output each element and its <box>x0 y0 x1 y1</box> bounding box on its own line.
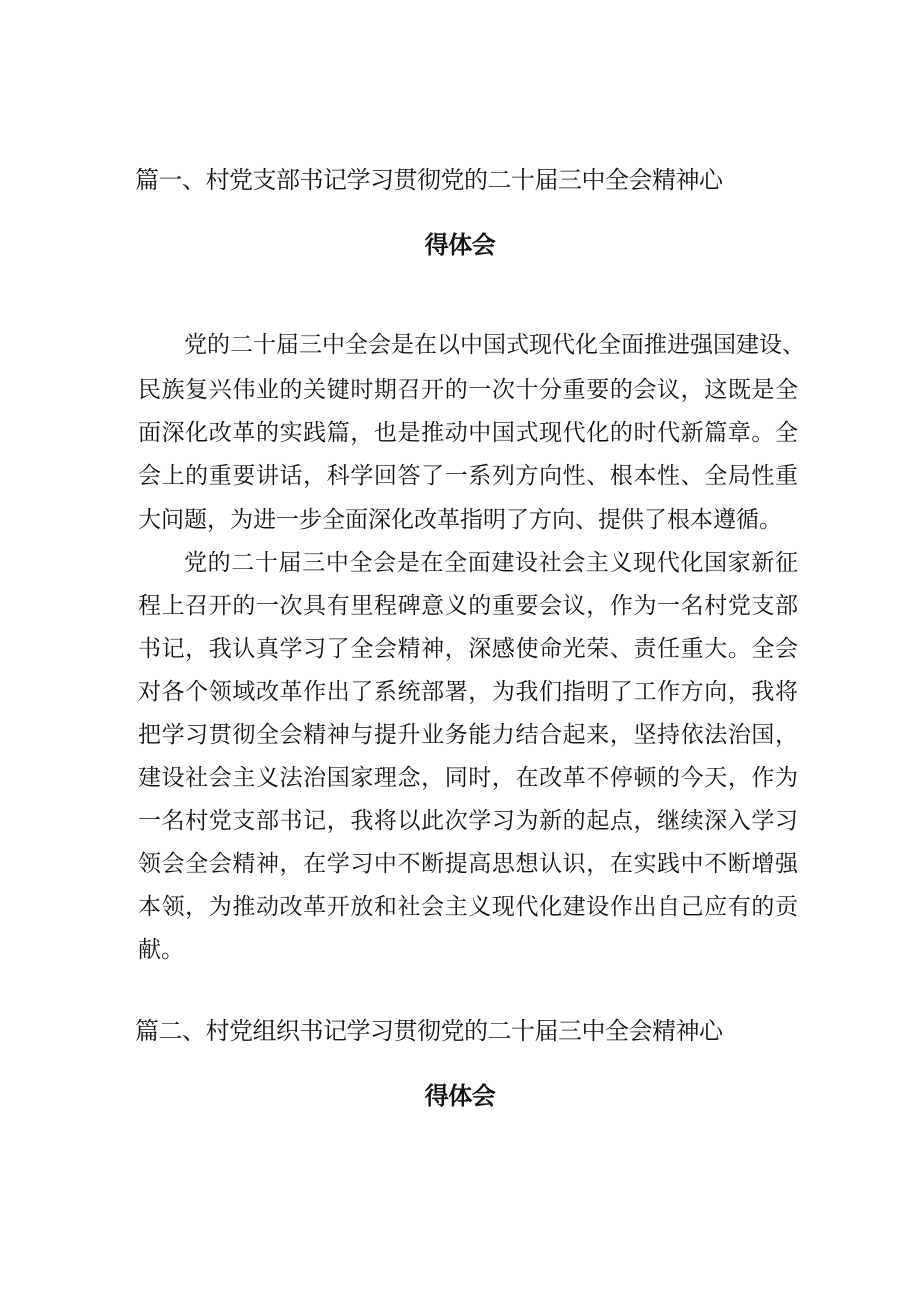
paragraph-1-line: 会上的重要讲话，科学回答了一系列方向性、根本性、全局性重 <box>138 463 798 489</box>
paragraph-2-line: 党的二十届三中全会是在全面建设社会主义现代化国家新征 <box>184 550 798 576</box>
paragraph-2-line: 一名村党支部书记，我将以此次学习为新的起点，继续深入学习 <box>138 808 798 834</box>
paragraph-2-line: 本领，为推动改革开放和社会主义现代化建设作出自己应有的贡 <box>138 894 798 920</box>
paragraph-2-line: 程上召开的一次具有里程碑意义的重要会议，作为一名村党支部 <box>138 593 798 619</box>
paragraph-2-line: 把学习贯彻全会精神与提升业务能力结合起来，坚持依法治国， <box>138 722 798 748</box>
paragraph-1-line: 面深化改革的实践篇，也是推动中国式现代化的时代新篇章。全 <box>138 420 798 446</box>
section-1-heading-line-2: 得体会 <box>424 231 496 259</box>
paragraph-2-line: 对各个领域改革作出了系统部署，为我们指明了工作方向，我将 <box>138 679 798 705</box>
paragraph-1-line: 民族复兴伟业的关键时期召开的一次十分重要的会议，这既是全 <box>138 377 798 403</box>
paragraph-2-line: 建设社会主义法治国家理念，同时，在改革不停顿的今天，作为 <box>138 765 798 791</box>
paragraph-2-line: 献。 <box>138 937 184 963</box>
paragraph-1-line: 党的二十届三中全会是在以中国式现代化全面推进强国建设、 <box>184 332 805 358</box>
section-2-heading-line-1: 篇二、村党组织书记学习贯彻党的二十届三中全会精神心 <box>135 1017 723 1045</box>
section-1-heading-line-1: 篇一、村党支部书记学习贯彻党的二十届三中全会精神心 <box>135 166 723 194</box>
paragraph-2-line: 书记，我认真学习了全会精神，深感使命光荣、责任重大。全会 <box>138 636 798 662</box>
paragraph-2-line: 领会全会精神，在学习中不断提高思想认识，在实践中不断增强 <box>138 851 798 877</box>
section-2-heading-line-2: 得体会 <box>424 1082 496 1110</box>
paragraph-1-line: 大问题，为进一步全面深化改革指明了方向、提供了根本遵循。 <box>138 507 782 533</box>
